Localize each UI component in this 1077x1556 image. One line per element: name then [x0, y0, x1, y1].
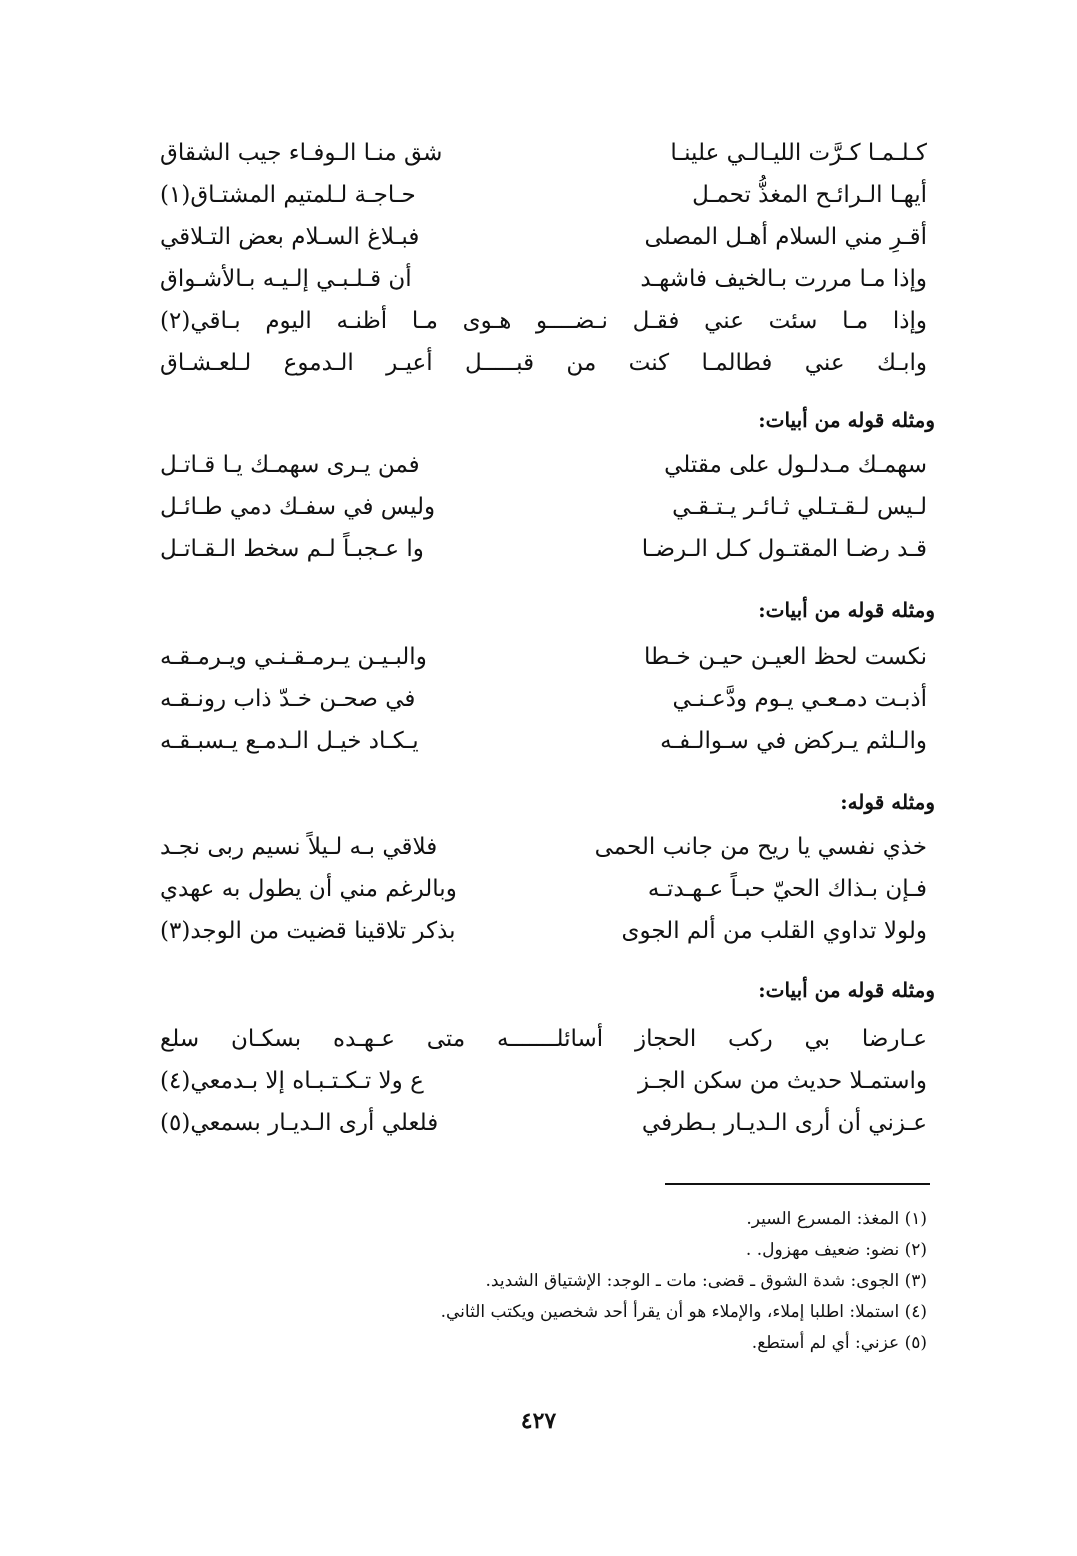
poem-block-2	[160, 452, 927, 578]
verse-second-hemistich: ع ولا تـكـتـبـاه إلا بـدمعي(٤)	[160, 1068, 424, 1094]
verse-first-hemistich: سهمـك مـدلـول على مقتلي	[664, 452, 927, 478]
verse-first-hemistich: والـلثم يـركض في سـوالـفـه	[660, 728, 927, 754]
poem-block-5	[160, 1026, 927, 1152]
verse-line	[160, 686, 927, 728]
section-intro: ومثله قوله من أبيات:	[758, 978, 935, 1002]
verse-second-hemistich: أن قـلـبـي إلـيـه بـالأشـواق	[160, 266, 412, 292]
footnotes	[441, 1204, 927, 1359]
verse-line	[160, 644, 927, 686]
verse-second-hemistich: في صحـن خـدّ ذاب رونـقـه	[160, 686, 416, 712]
poem-block-1	[160, 140, 927, 392]
verse-second-hemistich: بذكر تلاقينا قضيت من الوجد(٣)	[160, 918, 456, 944]
footnote: (٣) الجوى: شدة الشوق ـ قضى: مات ـ الوجد: الإشتياق الشديد.	[485, 1271, 927, 1291]
verse-first-hemistich: نكست لحظ العيـن حيـن خـطا	[643, 644, 927, 670]
verse-line	[160, 452, 927, 494]
section-intro: ومثله قوله:	[840, 790, 935, 814]
verse-second-hemistich: فلاقي بـه لـيلاً نسيم ربى نجـد	[160, 834, 438, 860]
verse-first-hemistich: واستمـلا حديث من سكن الجـز	[638, 1068, 927, 1094]
verse-second-hemistich: فبـلاغ السـلام بعض التـلاقي	[160, 224, 420, 250]
verse-line	[160, 1026, 927, 1068]
verse-second-hemistich: يـكـاد خيـل الـدمـع يـسبـقـه	[160, 728, 419, 754]
verse-line	[160, 266, 927, 308]
verse-first-hemistich: فـإن بـذاك الحيّ حبـاً عـهـدتـه	[647, 876, 927, 902]
verse-first-hemistich: عـزني أن أرى الـديـار بـطرفي	[641, 1110, 927, 1136]
verse-line	[160, 494, 927, 536]
verse-continuous: وابـك عني فطالمـا كنت من قبـــــل أعيـر الـدموع لـلعـشـاق	[160, 350, 927, 376]
poem-block-4	[160, 834, 927, 960]
verse-first-hemistich: لـيس لـقـتـلي ثـائـر يـتـقـي	[672, 494, 927, 520]
verse-line	[160, 728, 927, 770]
verse-line	[160, 834, 927, 876]
verse-line	[160, 918, 927, 960]
verse-line	[160, 308, 927, 350]
verse-line	[160, 876, 927, 918]
verse-second-hemistich: شق منـا الـوفـاء جيب الشقاق	[160, 140, 443, 166]
verse-line	[160, 1068, 927, 1110]
footnote: (٢) نضو: ضعيف مهزول. .	[745, 1240, 927, 1260]
verse-first-hemistich: أقـرِ مني السلام أهـل المصلى	[644, 224, 927, 250]
verse-line	[160, 350, 927, 392]
footnote: (٤) استملا: اطلبا إملاء، والإملاء هو أن يقرأ أحد شخصين ويكتب الثاني.	[440, 1302, 927, 1322]
footnote-divider	[665, 1183, 930, 1185]
verse-first-hemistich: أيهـا الـرائـح المغذُّ تحمـل	[692, 182, 927, 208]
verse-first-hemistich: قـد رضـا المقتـول كـل الـرضـا	[641, 536, 927, 562]
page-number: ٤٢٧	[520, 1408, 557, 1434]
verse-line	[160, 224, 927, 266]
verse-continuous: وإذا مـا سئت عني فقـل نـضــــو هـوى مـا أظنـه اليوم بـاقي(٢)	[160, 308, 927, 334]
section-intro: ومثله قوله من أبيات:	[758, 408, 935, 432]
section-intro: ومثله قوله من أبيات:	[758, 598, 935, 622]
verse-second-hemistich: فلعلي أرى الـديـار بسمعي(٥)	[160, 1110, 439, 1136]
verse-second-hemistich: حـاجـة لـلمتيم المشتـاق(١)	[160, 182, 416, 208]
verse-first-hemistich: وإذا مـا مررت بـالخيف فاشهـد	[640, 266, 927, 292]
verse-line	[160, 536, 927, 578]
verse-first-hemistich: خذي نفسي يا ريح من جانب الحمى	[594, 834, 927, 860]
verse-continuous: عـارضا بي ركب الحجاز أسائلـــــــه متى عـهـده بسكـان سلع	[160, 1026, 927, 1052]
verse-second-hemistich: فمن يـرى سهمـك يـا قـاتـل	[160, 452, 420, 478]
verse-line	[160, 140, 927, 182]
verse-first-hemistich: ولولا تداوي القلب من ألم الجوى	[621, 918, 927, 944]
verse-line	[160, 1110, 927, 1152]
verse-second-hemistich: وليس في سفـك دمي طـائـل	[160, 494, 436, 520]
verse-first-hemistich: كـلـمـا كـرَّت الليـالـي علينـا	[670, 140, 927, 166]
footnote: (٥) عزني: أي لم أستطع.	[751, 1333, 927, 1353]
verse-line	[160, 182, 927, 224]
footnote: (١) المغذ: المسرع السير.	[746, 1209, 927, 1229]
verse-first-hemistich: أذبـت دمـعـي يـوم ودَّعـنـي	[672, 686, 927, 712]
verse-second-hemistich: وا عـجبـاً لـم سخط الـقـاتـل	[160, 536, 424, 562]
verse-second-hemistich: وبالرغم مني أن يطول به عهدي	[160, 876, 457, 902]
poem-block-3	[160, 644, 927, 770]
verse-second-hemistich: والبـيـن يـرمـقـنـي ويـرمـقـه	[160, 644, 427, 670]
